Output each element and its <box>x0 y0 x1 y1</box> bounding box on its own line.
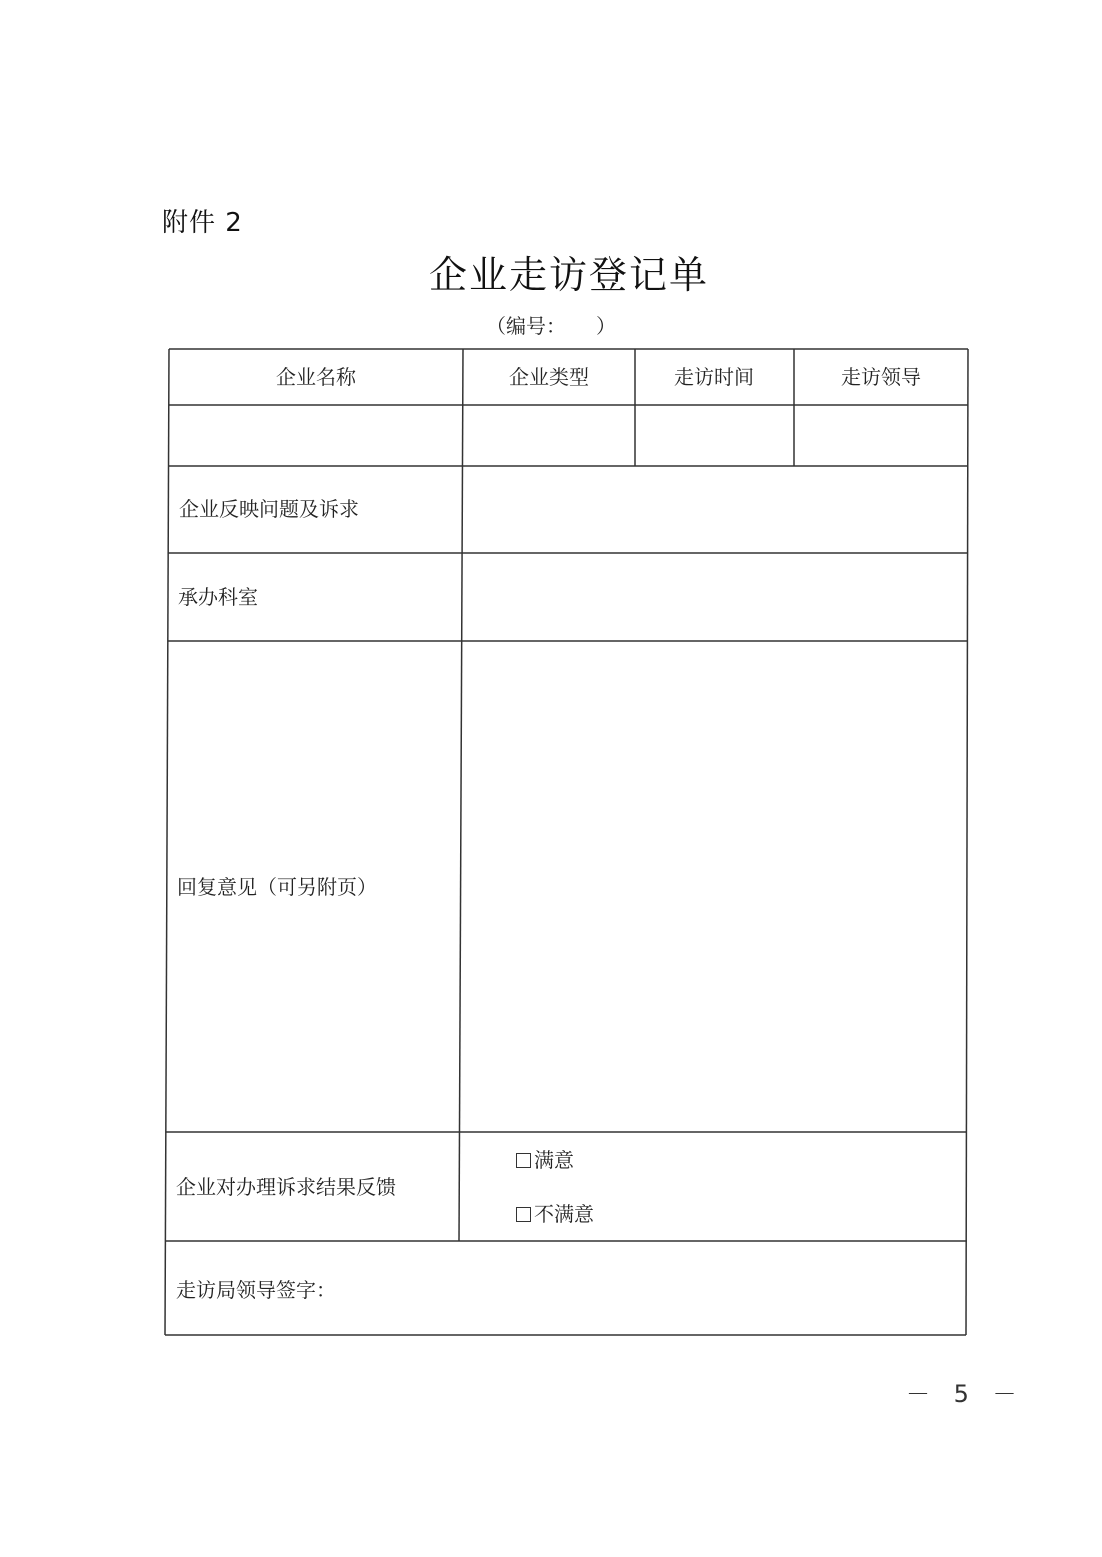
department-field[interactable] <box>463 555 965 639</box>
company-type-field[interactable] <box>465 407 633 464</box>
department-label: 承办科室 <box>178 585 258 609</box>
visit-leader-field[interactable] <box>796 407 966 464</box>
document-title: 企业走访登记单 <box>428 253 709 297</box>
option-unsatisfied-label: 不满意 <box>534 1202 594 1226</box>
company-name-field[interactable] <box>171 407 460 464</box>
issues-label: 企业反映问题及诉求 <box>179 497 359 521</box>
visit-time-field[interactable] <box>637 407 792 464</box>
signature-field[interactable] <box>340 1244 964 1333</box>
serial-close: ） <box>596 314 616 338</box>
reply-field[interactable] <box>462 643 965 1130</box>
issues-field[interactable] <box>464 468 966 552</box>
header-company-type: 企业类型 <box>509 365 589 389</box>
signature-label: 走访局领导签字： <box>176 1278 336 1302</box>
checkbox-icon[interactable] <box>516 1207 531 1222</box>
option-unsatisfied[interactable] <box>516 1204 594 1224</box>
feedback-label: 企业对办理诉求结果反馈 <box>176 1175 396 1199</box>
reply-label: 回复意见（可另附页） <box>177 875 377 899</box>
header-visit-time: 走访时间 <box>674 365 754 389</box>
serial-open: （编号： <box>486 314 566 338</box>
attachment-label: 附件 2 <box>162 208 243 238</box>
page-number: － 5 － <box>906 1380 1025 1408</box>
option-satisfied[interactable] <box>516 1150 574 1170</box>
checkbox-icon[interactable] <box>516 1153 531 1168</box>
grid-line <box>165 349 169 1335</box>
header-visit-leader: 走访领导 <box>841 365 921 389</box>
grid-line <box>966 349 968 1335</box>
option-satisfied-label: 满意 <box>534 1148 574 1172</box>
header-company-name: 企业名称 <box>276 365 356 389</box>
